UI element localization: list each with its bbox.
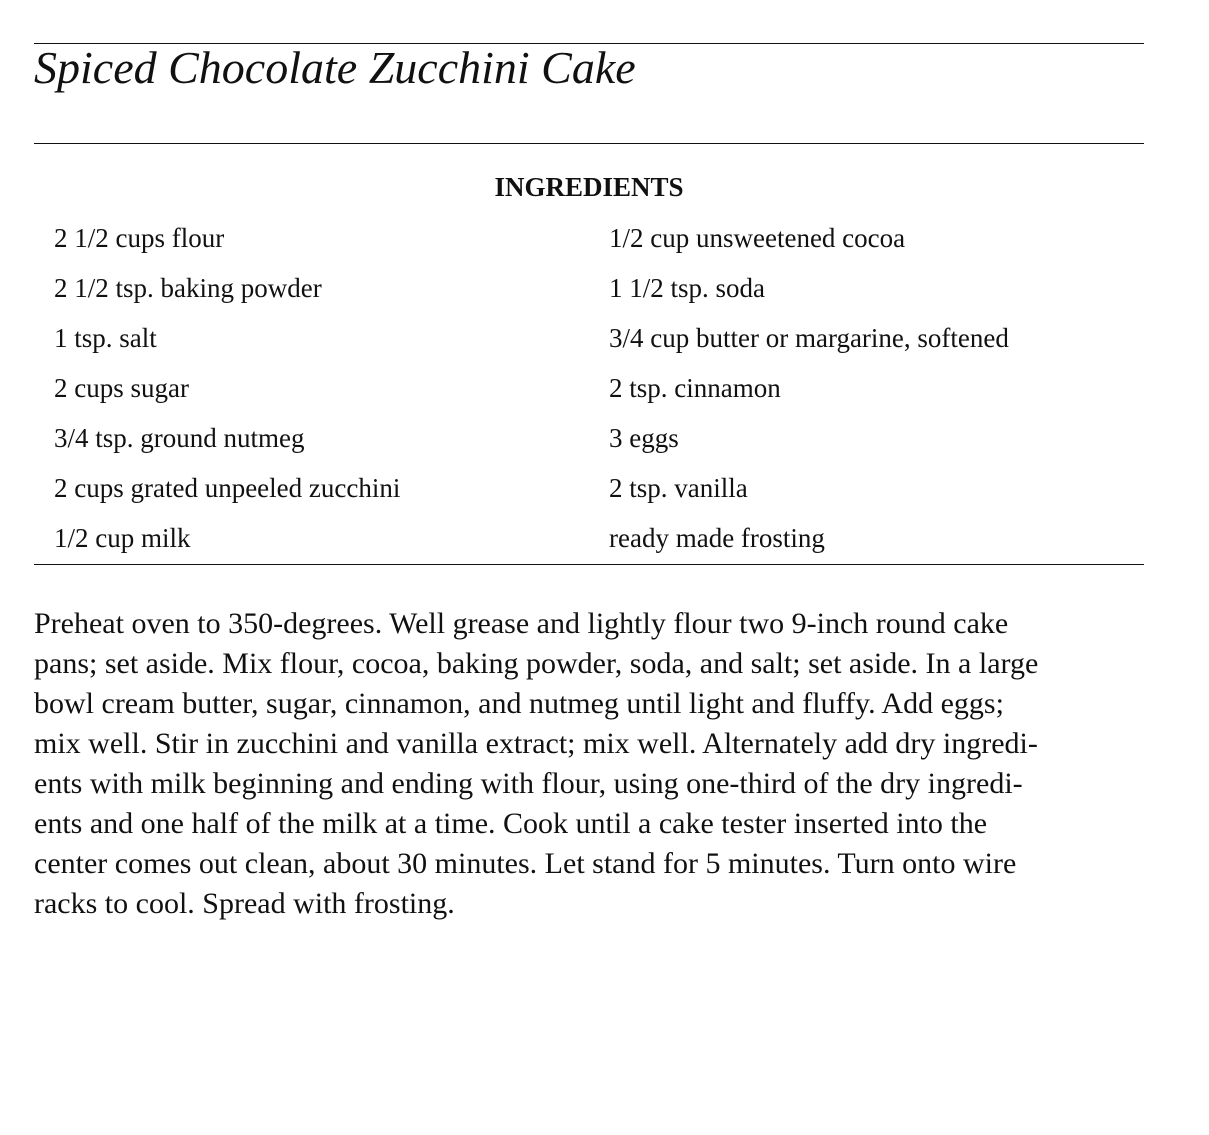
recipe-title: Spiced Chocolate Zucchini Cake: [34, 42, 636, 93]
directions-line: pans; set aside. Mix flour, cocoa, baking powder, soda, and salt; set aside. In a large: [34, 647, 1039, 680]
ingredient-item: 1/2 cup unsweetened cocoa: [609, 223, 906, 253]
ingredient-item: 3/4 cup butter or margarine, softened: [609, 323, 1009, 353]
directions-line: ents with milk beginning and ending with flour, using one-third of the dry ingredi-: [34, 767, 1023, 800]
ingredient-item: 1 tsp. salt: [54, 323, 157, 353]
directions-line: center comes out clean, about 30 minutes. Let stand for 5 minutes. Turn onto wire: [34, 847, 1017, 880]
ingredient-item: 3/4 tsp. ground nutmeg: [54, 423, 305, 453]
ingredient-item: 2 cups sugar: [54, 373, 189, 403]
ingredient-item: ready made frosting: [609, 523, 825, 553]
ingredient-item: 1 1/2 tsp. soda: [609, 273, 766, 303]
ingredient-item: 2 tsp. cinnamon: [609, 373, 781, 403]
title-divider: [34, 143, 1144, 144]
ingredient-item: 2 1/2 cups flour: [54, 223, 225, 253]
ingredients-heading: INGREDIENTS: [494, 172, 684, 202]
ingredient-item: 2 cups grated unpeeled zucchini: [54, 473, 401, 503]
directions-line: ents and one half of the milk at a time. Cook until a cake tester inserted into the: [34, 807, 988, 840]
directions-line: racks to cool. Spread with frosting.: [34, 887, 455, 920]
directions-line: mix well. Stir in zucchini and vanilla extract; mix well. Alternately add dry ingredi-: [34, 727, 1038, 760]
ingredients-left-column: [54, 221, 400, 571]
directions-paragraph: [34, 604, 1149, 924]
ingredient-item: 2 tsp. vanilla: [609, 473, 748, 503]
directions-line: bowl cream butter, sugar, cinnamon, and nutmeg until light and fluffy. Add eggs;: [34, 687, 1004, 720]
ingredient-item: 1/2 cup milk: [54, 523, 191, 553]
ingredient-item: 3 eggs: [609, 423, 679, 453]
ingredients-bottom-rule: [34, 564, 1144, 565]
ingredient-item: 2 1/2 tsp. baking powder: [54, 273, 322, 303]
ingredients-right-column: [609, 221, 1009, 571]
directions-line: Preheat oven to 350-degrees. Well grease and lightly flour two 9-inch round cake: [34, 607, 1009, 640]
